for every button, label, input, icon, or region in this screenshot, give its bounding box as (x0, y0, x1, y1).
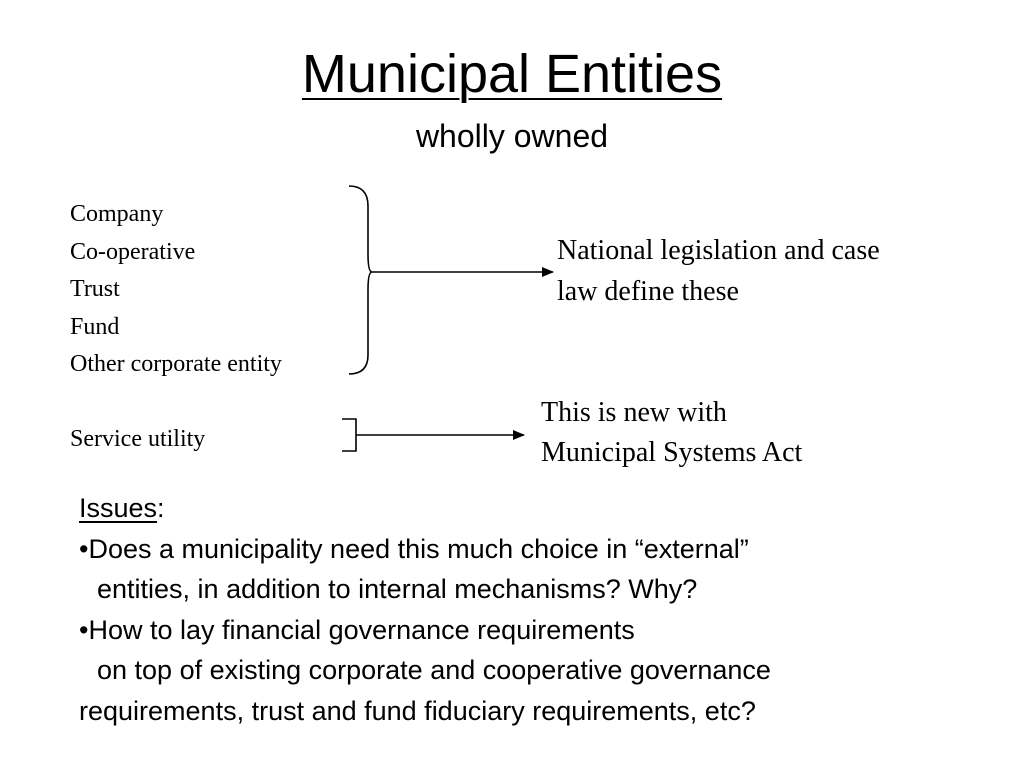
issues-heading-line (79, 488, 1009, 529)
entity-item-other: Other corporate entity (70, 351, 282, 377)
entity-item-cooperative: Co-operative (70, 238, 196, 265)
national-note-line1: National legislation and case (557, 235, 880, 266)
issue-line-4: on top of existing corporate and cooperative governance (97, 655, 771, 685)
service-utility-label: Service utility (70, 426, 206, 452)
issue-line-1: •Does a municipality need this much choice in “external” (79, 533, 749, 564)
service-bracket (342, 419, 356, 451)
national-note-line2: law define these (557, 276, 739, 307)
issue-line-5: requirements, trust and fund fiduciary requirements, etc? (79, 695, 756, 726)
issue-line-2: entities, in addition to internal mechanisms? Why? (97, 574, 698, 604)
entity-item-company: Company (70, 201, 164, 227)
entity-item-trust: Trust (70, 276, 120, 302)
entities-brace (349, 186, 372, 374)
entity-list (70, 196, 282, 384)
systems-act-note (541, 393, 941, 473)
issues-heading-colon: : (157, 493, 165, 523)
national-legislation-note (557, 230, 977, 312)
issues-section (79, 488, 1009, 731)
issues-heading: Issues (79, 493, 158, 523)
entity-item-fund: Fund (70, 313, 120, 340)
slide-subtitle: wholly owned (415, 118, 609, 154)
slide-title: Municipal Entities (301, 44, 723, 104)
issue-line-3: •How to lay financial governance requirements (79, 614, 635, 645)
new-note-line1: This is new with (541, 397, 727, 428)
new-note-line2: Municipal Systems Act (541, 437, 803, 468)
